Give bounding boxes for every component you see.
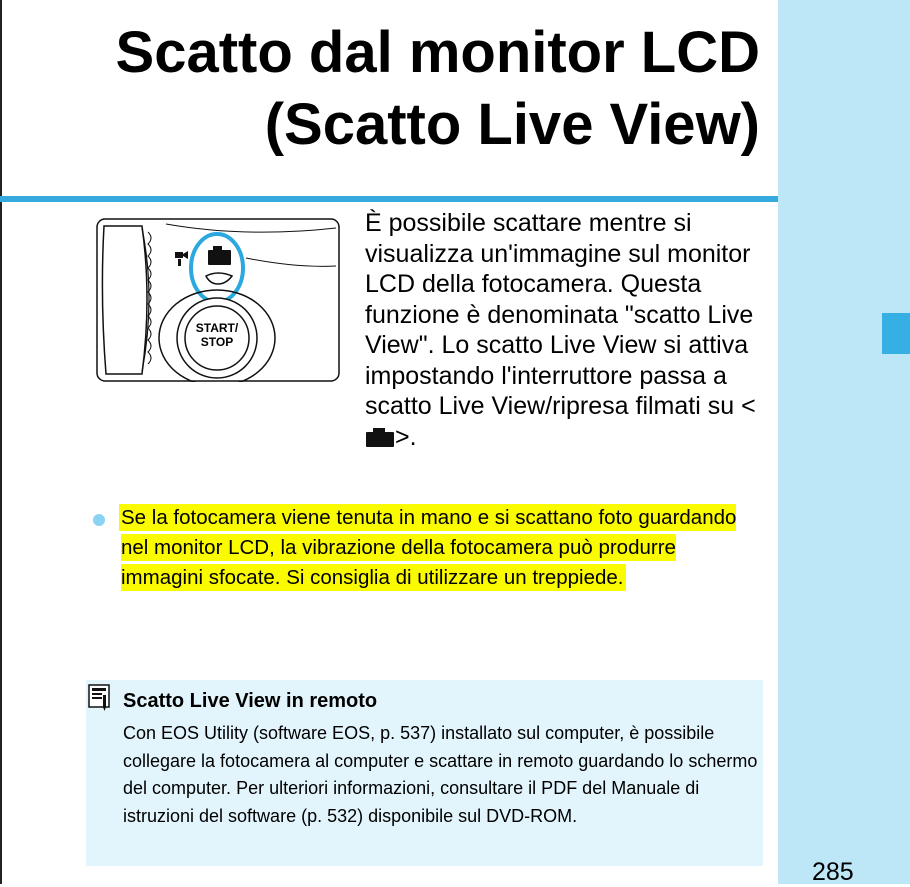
camera-icon bbox=[365, 424, 395, 444]
bullet-dot bbox=[93, 514, 105, 526]
intro-text: È possibile scattare mentre si visualizza un'immagine sul monitor LCD della fotocamera. Questa funzione è denominata "scatto Live View". Lo scatto Live View si attiva impostando l'interruttore passa a scatto Live View/ripresa filmati su < bbox=[365, 209, 756, 420]
intro-text-end: >. bbox=[395, 422, 417, 451]
page-title-line-2: (Scatto Live View) bbox=[264, 92, 760, 157]
memo-icon bbox=[88, 684, 110, 712]
start-stop-label-2: STOP bbox=[200, 335, 234, 349]
tripod-note bbox=[121, 503, 761, 593]
intro-paragraph bbox=[365, 208, 770, 452]
page-number: 285 bbox=[812, 858, 854, 886]
title-divider bbox=[0, 196, 778, 202]
camera-dial-icon bbox=[96, 218, 340, 382]
page-left-border bbox=[0, 0, 2, 884]
remote-title: Scatto Live View in remoto bbox=[123, 690, 378, 712]
side-panel bbox=[778, 0, 910, 884]
highlighted-note-text: Se la fotocamera viene tenuta in mano e si scattano foto guardando nel monitor LCD, la vibrazione della fotocamera può produrre immagini sfocate. Si consiglia di utilizzare un treppiede. bbox=[121, 506, 737, 589]
start-stop-label-1: START/ bbox=[195, 321, 239, 335]
page-title-line-1: Scatto dal monitor LCD bbox=[115, 20, 760, 85]
camera-illustration bbox=[96, 218, 340, 382]
chapter-tab bbox=[882, 313, 910, 354]
remote-body: Con EOS Utility (software EOS, p. 537) installato sul computer, è possibile collegare la fotocamera al computer e scattare in remoto guardando lo schermo del computer. Per ulteriori informazioni, consultare il PDF del Manuale di istruzioni del software (p. 532) disponibile sul DVD-ROM. bbox=[123, 723, 758, 826]
